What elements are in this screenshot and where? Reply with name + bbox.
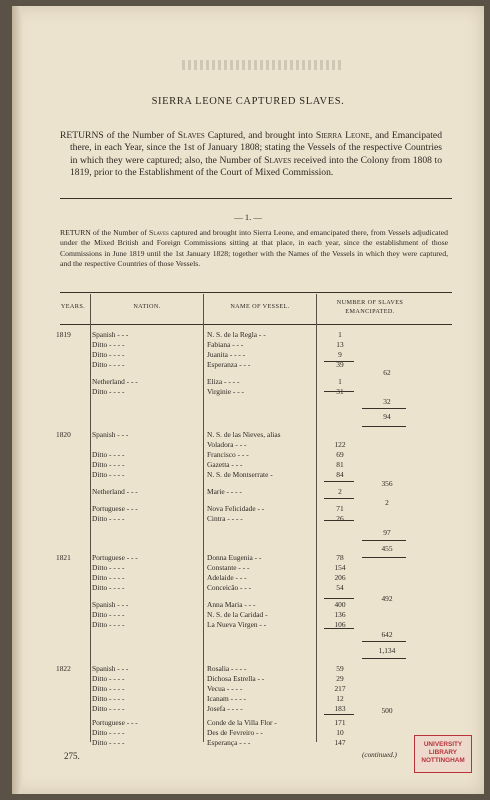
nation-cell: Ditto - - - - <box>92 694 125 703</box>
table-row <box>12 470 484 480</box>
table-row <box>12 583 484 593</box>
table-row <box>12 450 484 460</box>
sum-rule <box>362 641 406 642</box>
slave-count-cell: 29 <box>336 674 344 683</box>
nation-cell: Ditto - - - - <box>92 470 125 479</box>
table-row <box>12 430 484 440</box>
subtotal: 62 <box>383 368 391 377</box>
slave-count-cell: 26 <box>336 514 344 523</box>
vessel-cell: N. S. de la Regla - - <box>207 330 266 339</box>
slave-count-cell: 147 <box>334 738 346 747</box>
table-row <box>12 573 484 583</box>
nation-cell: Portuguese - - - <box>92 718 138 727</box>
sum-rule <box>324 391 354 392</box>
slave-count-cell: 1 <box>338 330 342 339</box>
nation-cell: Netherland - - - <box>92 377 138 386</box>
sum-rule <box>362 540 406 541</box>
slave-count-cell: 136 <box>334 610 346 619</box>
nation-cell: Ditto - - - - <box>92 350 125 359</box>
nation-cell: Ditto - - - - <box>92 563 125 572</box>
vessel-cell: Donna Eugenia - - <box>207 553 262 562</box>
header-vessel: NAME OF VESSEL. <box>230 303 290 310</box>
table-row <box>12 694 484 704</box>
table-row <box>12 504 484 514</box>
slave-count-cell: 31 <box>336 387 344 396</box>
nation-cell: Spanish - - - <box>92 430 129 439</box>
table-row <box>12 514 484 524</box>
slave-count-cell: 54 <box>336 583 344 592</box>
nation-cell: Ditto - - - - <box>92 704 125 713</box>
slave-count-cell: 13 <box>336 340 344 349</box>
vessel-cell: Cintra - - - - <box>207 514 243 523</box>
slave-count-cell: 171 <box>334 718 346 727</box>
vessel-cell: Juanita - - - - <box>207 350 246 359</box>
vessel-cell: La Nueva Virgen - - <box>207 620 267 629</box>
nation-cell: Ditto - - - - <box>92 728 125 737</box>
subtotal: 2 <box>385 498 389 507</box>
sum-rule <box>362 557 406 558</box>
subtotal: 97 <box>383 528 391 537</box>
table-row <box>12 330 484 340</box>
nation-cell: Portuguese - - - <box>92 504 138 513</box>
sum-rule <box>324 628 354 629</box>
slave-count-cell: 81 <box>336 460 344 469</box>
table-row <box>12 460 484 470</box>
subtotal: 356 <box>381 479 393 488</box>
sum-rule <box>324 361 354 362</box>
vessel-cell: Anna Maria - - - <box>207 600 256 609</box>
table-row <box>12 340 484 350</box>
description-paragraph: RETURN of the Number of Slaves captured and brought into Sierra Leone, and emancipated there, from Vessels adjudicated under the Mixed British and Foreign Commissions sitting at that place, in each year, since the establishment of those Commissions in June 1819 until the 1st January 1828; together with the Names of the Vessels in which they were captured, and the respective Countries of those Vessels. <box>60 228 448 269</box>
table-row <box>12 360 484 370</box>
slave-count-cell: 1 <box>338 377 342 386</box>
nation-cell: Ditto - - - - <box>92 360 125 369</box>
nation-cell: Ditto - - - - <box>92 387 125 396</box>
section-number: — 1. — <box>234 212 262 222</box>
year-cell: 1820 <box>56 430 71 439</box>
year-cell: 1819 <box>56 330 71 339</box>
library-stamp: UNIVERSITY LIBRARY NOTTINGHAM <box>414 735 472 773</box>
slave-count-cell: 78 <box>336 553 344 562</box>
header-nation: NATION. <box>133 303 161 310</box>
slave-count-cell: 183 <box>334 704 346 713</box>
slave-count-cell: 10 <box>336 728 344 737</box>
sum-rule <box>362 426 406 427</box>
slave-count-cell: 2 <box>338 487 342 496</box>
vessel-cell: Constante - - - <box>207 563 250 572</box>
vessel-cell: N. S. de Montserrate - <box>207 470 273 479</box>
slave-count-cell: 9 <box>338 350 342 359</box>
page-number: 275. <box>64 751 80 761</box>
slave-count-cell: 400 <box>334 600 346 609</box>
table-row <box>12 487 484 497</box>
vessel-cell: Icanam - - - - <box>207 694 246 703</box>
vessel-cell: Conde de la Villa Flor - <box>207 718 277 727</box>
sum-rule <box>362 658 406 659</box>
nation-cell: Ditto - - - - <box>92 674 125 683</box>
nation-cell: Netherland - - - <box>92 487 138 496</box>
sum-rule <box>324 520 354 521</box>
subtotal: 455 <box>381 544 393 553</box>
slave-count-cell: 217 <box>334 684 346 693</box>
nation-cell: Ditto - - - - <box>92 738 125 747</box>
nation-cell: Ditto - - - - <box>92 610 125 619</box>
table-row <box>12 674 484 684</box>
vessel-cell: Fabiana - - - <box>207 340 244 349</box>
slave-count-cell: 39 <box>336 360 344 369</box>
nation-cell: Ditto - - - - <box>92 460 125 469</box>
vessel-cell: Adelaide - - - <box>207 573 247 582</box>
year-cell: 1822 <box>56 664 71 673</box>
vessel-cell: Francisco - - - <box>207 450 249 459</box>
subtotal: 32 <box>383 397 391 406</box>
slave-count-cell: 71 <box>336 504 344 513</box>
nation-cell: Ditto - - - - <box>92 514 125 523</box>
nation-cell: Ditto - - - - <box>92 450 125 459</box>
show-through-text <box>182 60 342 70</box>
slave-count-cell: 59 <box>336 664 344 673</box>
vessel-cell: Josefa - - - - <box>207 704 243 713</box>
vessel-cell: Voladora - - - <box>207 440 247 449</box>
vessel-cell: Nova Felicidade - - <box>207 504 265 513</box>
sum-rule <box>324 481 354 482</box>
continued-note: (continued.) <box>362 751 397 759</box>
vessel-cell: N. S. de las Nieves, alias <box>207 430 281 439</box>
vessel-cell: Marie - - - - <box>207 487 242 496</box>
table-row <box>12 664 484 674</box>
vessel-cell: Virginie - - - <box>207 387 244 396</box>
nation-cell: Ditto - - - - <box>92 583 125 592</box>
sum-rule <box>362 408 406 409</box>
table-header-rule <box>60 324 452 325</box>
vessel-cell: N. S. de la Caridad - <box>207 610 268 619</box>
slave-count-cell: 69 <box>336 450 344 459</box>
year-cell: 1821 <box>56 553 71 562</box>
table-row <box>12 377 484 387</box>
nation-cell: Ditto - - - - <box>92 620 125 629</box>
slave-count-cell: 12 <box>336 694 344 703</box>
table-row <box>12 610 484 620</box>
vessel-cell: Vecua - - - - <box>207 684 243 693</box>
slave-count-cell: 122 <box>334 440 346 449</box>
subtotal: 1,134 <box>378 646 396 655</box>
book-page <box>12 6 484 794</box>
nation-cell: Spanish - - - <box>92 330 129 339</box>
table-row <box>12 553 484 563</box>
table-row <box>12 620 484 630</box>
vessel-cell: Des de Fevreiro - - <box>207 728 263 737</box>
divider-rule <box>60 198 452 199</box>
slave-count-cell: 84 <box>336 470 344 479</box>
subtotal: 492 <box>381 594 393 603</box>
table-top-rule <box>60 292 452 293</box>
nation-cell: Spanish - - - <box>92 664 129 673</box>
sum-rule <box>324 498 354 499</box>
vessel-cell: Esperança - - - <box>207 738 251 747</box>
vessel-cell: Gazetta - - - <box>207 460 243 469</box>
subtotal: 94 <box>383 412 391 421</box>
subtotal: 642 <box>381 630 393 639</box>
slave-count-cell: 154 <box>334 563 346 572</box>
vessel-cell: Dichosa Estrella - - <box>207 674 265 683</box>
nation-cell: Spanish - - - <box>92 600 129 609</box>
vessel-cell: Conceicão - - - <box>207 583 252 592</box>
header-years: YEARS. <box>60 303 86 310</box>
sum-rule <box>324 714 354 715</box>
sum-rule <box>324 598 354 599</box>
nation-cell: Portuguese - - - <box>92 553 138 562</box>
table-row <box>12 718 484 728</box>
table-row <box>12 440 484 450</box>
subtotal: 500 <box>381 706 393 715</box>
page-title: SIERRA LEONE CAPTURED SLAVES. <box>151 96 345 107</box>
vessel-cell: Rosalia - - - - <box>207 664 247 673</box>
table-row <box>12 600 484 610</box>
table-row <box>12 387 484 397</box>
table-row <box>12 563 484 573</box>
table-row <box>12 704 484 714</box>
table-row <box>12 350 484 360</box>
slave-count-cell: 206 <box>334 573 346 582</box>
vessel-cell: Eliza - - - - <box>207 377 240 386</box>
vessel-cell: Esperanza - - - <box>207 360 251 369</box>
intro-paragraph: RETURNS of the Number of Slaves Captured, and brought into Sierra Leone, and Emancipated there, in each Year, since the 1st of January 1808; stating the Vessels of the respective Countries in which they were captured; also, the Number of Slaves received into the Colony from 1808 to 1819, prior to the Establishment of the Court of Mixed Commission. <box>60 130 442 179</box>
header-slaves: NUMBER OF SLAVES EMANCIPATED. <box>336 299 404 315</box>
slave-count-cell: 106 <box>334 620 346 629</box>
table-row <box>12 684 484 694</box>
nation-cell: Ditto - - - - <box>92 340 125 349</box>
nation-cell: Ditto - - - - <box>92 573 125 582</box>
nation-cell: Ditto - - - - <box>92 684 125 693</box>
